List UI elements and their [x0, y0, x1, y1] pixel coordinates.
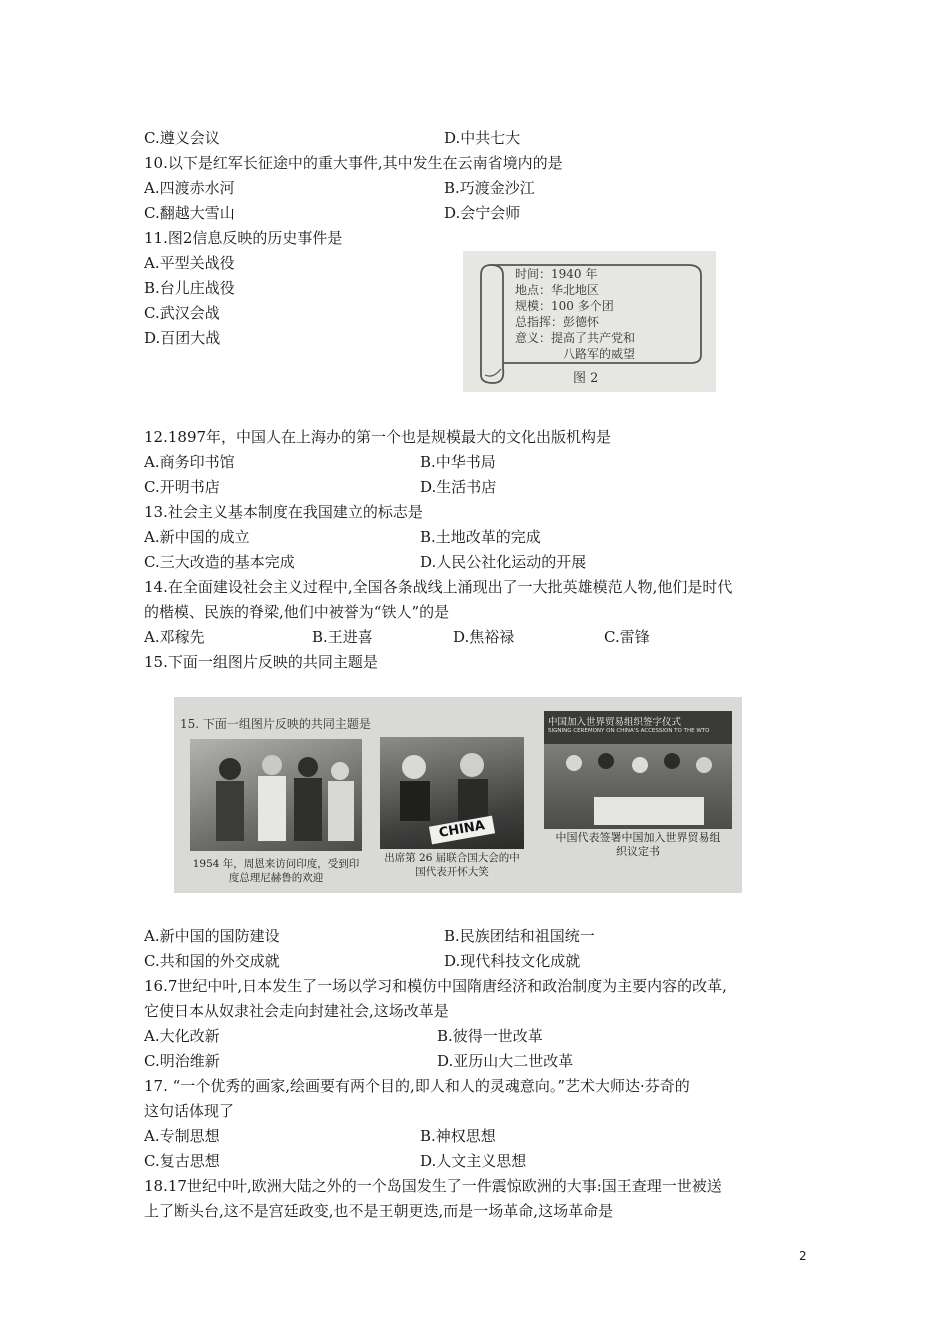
question-stem: 13.社会主义基本制度在我国建立的标志是: [144, 503, 423, 521]
option-d: D.中共七大: [444, 129, 521, 147]
option-b: B.中华书局: [420, 453, 496, 471]
figure-line: 地点：华北地区: [515, 283, 600, 297]
option-c: C.共和国的外交成就: [144, 952, 280, 970]
option-a: A.新中国的国防建设: [144, 927, 280, 945]
option-d: D.焦裕禄: [453, 628, 515, 646]
question-stem-continued: 上了断头台,这不是宫廷政变,也不是王朝更迭,而是一场革命,这场革命是: [144, 1202, 614, 1220]
figure-line: 时间：1940 年: [515, 267, 598, 281]
option-a: A.平型关战役: [144, 254, 235, 272]
option-a: A.四渡赤水河: [144, 179, 235, 197]
question-stem: 18.17世纪中叶,欧洲大陆之外的一个岛国发生了一件震惊欧洲的大事:国王查理一世被送: [144, 1177, 722, 1195]
option-c: C.明治维新: [144, 1052, 220, 1070]
option-a: A.专制思想: [144, 1127, 220, 1145]
figure-line: 规模：100 多个团: [515, 299, 614, 313]
option-b: B.彼得一世改革: [437, 1027, 543, 1045]
question-stem: 11.图2信息反映的历史事件是: [144, 229, 343, 247]
option-b: B.民族团结和祖国统一: [444, 927, 595, 945]
option-b: B.神权思想: [420, 1127, 496, 1145]
option-d: D.亚历山大二世改革: [437, 1052, 574, 1070]
option-c: C.复古思想: [144, 1152, 220, 1170]
option-b: B.王进喜: [312, 628, 373, 646]
strip-header: 15. 下面一组图片反映的共同主题是: [180, 717, 371, 731]
china-nameplate: CHINA: [429, 816, 495, 845]
figure-line: 总指挥：彭德怀: [515, 315, 600, 329]
option-c: C.开明书店: [144, 478, 220, 496]
option-d: D.人文主义思想: [420, 1152, 527, 1170]
question-stem-continued: 这句话体现了: [144, 1102, 235, 1120]
question-stem: 14.在全面建设社会主义过程中,全国各条战线上涌现出了一大批英雄模范人物,他们是时代: [144, 578, 733, 596]
option-d: D.现代科技文化成就: [444, 952, 581, 970]
option-a: A.商务印书馆: [144, 453, 235, 471]
question-stem: 17. “一个优秀的画家,绘画要有两个目的,即人和人的灵魂意向。”艺术大师达·芬奇的: [144, 1077, 690, 1095]
photo-caption: 出席第 26 届联合国大会的中国代表开怀大笑: [384, 852, 520, 878]
photo-banner-subtitle: SIGNING CEREMONY ON CHINA'S ACCESSION TO THE WTO: [548, 728, 710, 734]
option-d: D.百团大战: [144, 329, 221, 347]
figure-2-scroll: [463, 251, 716, 392]
figure-line: 八路军的威望: [563, 347, 636, 361]
photo-caption: 中国代表签署中国加入世界贸易组织议定书: [555, 831, 721, 858]
figure-line: 意义：提高了共产党和: [515, 331, 636, 345]
question-stem: 10.以下是红军长征途中的重大事件,其中发生在云南省境内的是: [144, 154, 563, 172]
option-b: B.土地改革的完成: [420, 528, 541, 546]
option-c: C.遵义会议: [144, 129, 220, 147]
photo-banner-title: 中国加入世界贸易组织签字仪式: [548, 717, 682, 728]
question-stem: 15.下面一组图片反映的共同主题是: [144, 653, 378, 671]
page-number: 2: [799, 1249, 807, 1263]
option-c: C.三大改造的基本完成: [144, 553, 295, 571]
question-stem-continued: 的楷模、民族的脊梁,他们中被誉为“铁人”的是: [144, 603, 450, 621]
photo-caption: 1954 年，周恩来访问印度，受到印度总理尼赫鲁的欢迎: [192, 858, 360, 884]
figure-photo-strip: [174, 697, 742, 893]
option-b: B.巧渡金沙江: [444, 179, 535, 197]
option-c: C.武汉会战: [144, 304, 220, 322]
option-a: A.新中国的成立: [144, 528, 250, 546]
photo-zhou-enlai-india: [190, 739, 362, 851]
figure-caption: 图 2: [573, 371, 599, 386]
option-d: D.会宁会师: [444, 204, 521, 222]
question-stem: 16.7世纪中叶,日本发生了一场以学习和模仿中国隋唐经济和政治制度为主要内容的改革,: [144, 977, 727, 995]
option-c: C.雷锋: [604, 628, 650, 646]
question-stem: 12.1897年，中国人在上海办的第一个也是规模最大的文化出版机构是: [144, 428, 612, 446]
option-a: A.大化改新: [144, 1027, 220, 1045]
question-stem-continued: 它使日本从奴隶社会走向封建社会,这场改革是: [144, 1002, 449, 1020]
people-icon: [190, 739, 362, 851]
photo-un-assembly: [380, 737, 524, 849]
option-d: D.生活书店: [420, 478, 497, 496]
option-c: C.翻越大雪山: [144, 204, 235, 222]
option-a: A.邓稼先: [144, 628, 205, 646]
photo-wto-signing: [544, 711, 732, 829]
option-b: B.台儿庄战役: [144, 279, 235, 297]
option-d: D.人民公社化运动的开展: [420, 553, 587, 571]
